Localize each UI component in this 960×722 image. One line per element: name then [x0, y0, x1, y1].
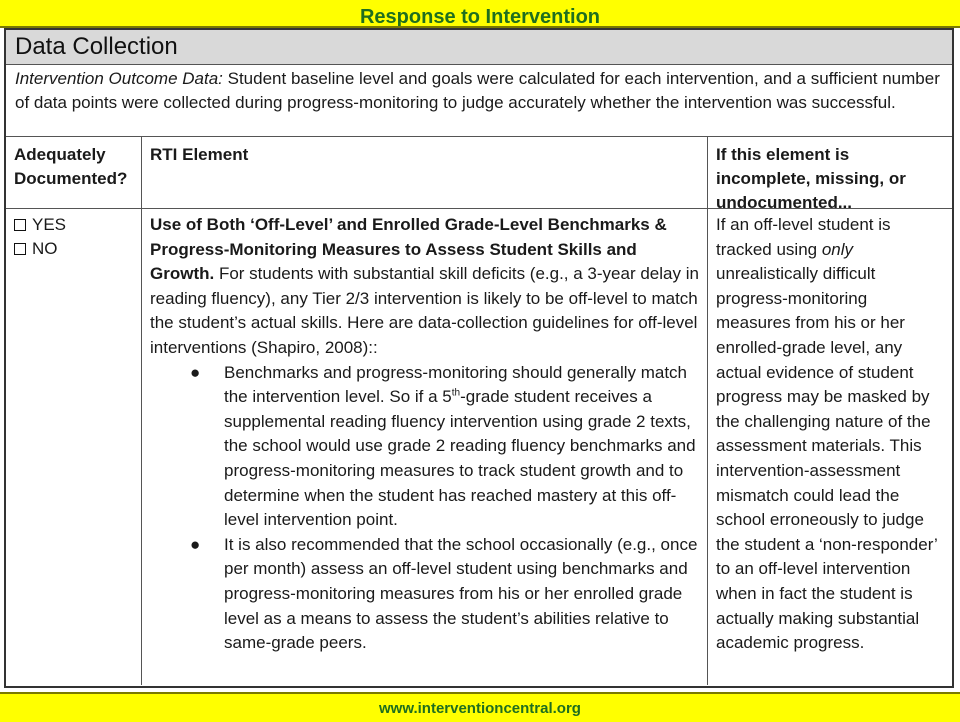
- bullet1-text-b: -grade student receives a supplemental reading fluency intervention using grade 2 texts, the school would use grade 2 reading fluency benchmarks and progress-monitoring measures to track student growth and to determine when the student has reached mastery at this off-level intervention point.: [224, 387, 696, 530]
- top-banner: [0, 0, 960, 28]
- intro-text: Student baseline level and goals were calculated for each intervention, and a sufficient number of data points were collected during progress-monitoring to judge accurately whether the intervention was successful.: [15, 69, 940, 112]
- footer-url[interactable]: www.interventioncentral.org: [379, 700, 581, 717]
- header-missing: If this element is incomplete, missing, or undocumented...: [708, 137, 952, 209]
- element-title: Use of Both ‘Off-Level’ and Enrolled Grade-Level Benchmarks & Progress-Monitoring Measures to Assess Student Skills and Growth.: [150, 215, 667, 284]
- section-title: Data Collection: [6, 30, 952, 65]
- documented-column: [6, 137, 142, 685]
- missing-body: [708, 209, 952, 660]
- checkbox-no-label: NO: [32, 238, 58, 258]
- section-intro: [6, 65, 952, 137]
- bullet-icon: ●: [190, 362, 201, 382]
- guideline-item: [150, 533, 701, 656]
- bullet-icon: ●: [190, 534, 201, 554]
- bullet1-text-a: Benchmarks and progress-monitoring should generally match the intervention level. So if a 5: [224, 362, 688, 407]
- bullet1-sup: th: [451, 387, 461, 399]
- banner-title: Response to Intervention: [359, 6, 601, 28]
- rti-element-body: [142, 209, 707, 660]
- missing-text-b: unrealistically difficult progress-monitoring measures from his or her enrolled-grade level, any actual evidence of student progress may be masked by the challenging nature of the assessment materials. This intervention-assessment mismatch could lead the school erroneously to judge the student a ‘non-responder’ to an off-level intervention when in fact the student is actually making substantial academic progress.: [716, 264, 938, 653]
- missing-emph: only: [821, 239, 854, 259]
- checkbox-yes-label: YES: [32, 214, 67, 234]
- missing-text-a: If an off-level student is tracked using: [716, 215, 891, 259]
- header-documented: Adequately Documented?: [6, 137, 141, 209]
- rti-element-column: [142, 137, 708, 685]
- checkbox-yes[interactable]: [14, 213, 133, 237]
- element-description: [150, 213, 701, 361]
- header-rti-element: RTI Element: [142, 137, 707, 209]
- document-table: [4, 28, 954, 686]
- missing-column: [708, 137, 952, 685]
- checkbox-icon[interactable]: [14, 243, 26, 255]
- footer-banner: [0, 692, 960, 722]
- element-text: For students with substantial skill deficits (e.g., a 3-year delay in reading fluency), any Tier 2/3 intervention is likely to be off-level to match the student’s actual skills. Here are data-collection guidelines for off-level interventions (Shapiro, 2008)::: [150, 264, 699, 357]
- guideline-item: [150, 361, 701, 533]
- guideline-list: [150, 361, 701, 656]
- bullet2-text: It is also recommended that the school occasionally (e.g., once per month) assess an off-level student using benchmarks and progress-monitoring measures from his or her enrolled grade level as a means to assess the student’s abilities relative to same-grade peers.: [224, 534, 698, 653]
- element-grid: [6, 137, 952, 685]
- intro-label: Intervention Outcome Data:: [15, 69, 223, 88]
- documented-checkboxes: [6, 209, 141, 265]
- checkbox-no[interactable]: [14, 237, 133, 261]
- checkbox-icon[interactable]: [14, 219, 26, 231]
